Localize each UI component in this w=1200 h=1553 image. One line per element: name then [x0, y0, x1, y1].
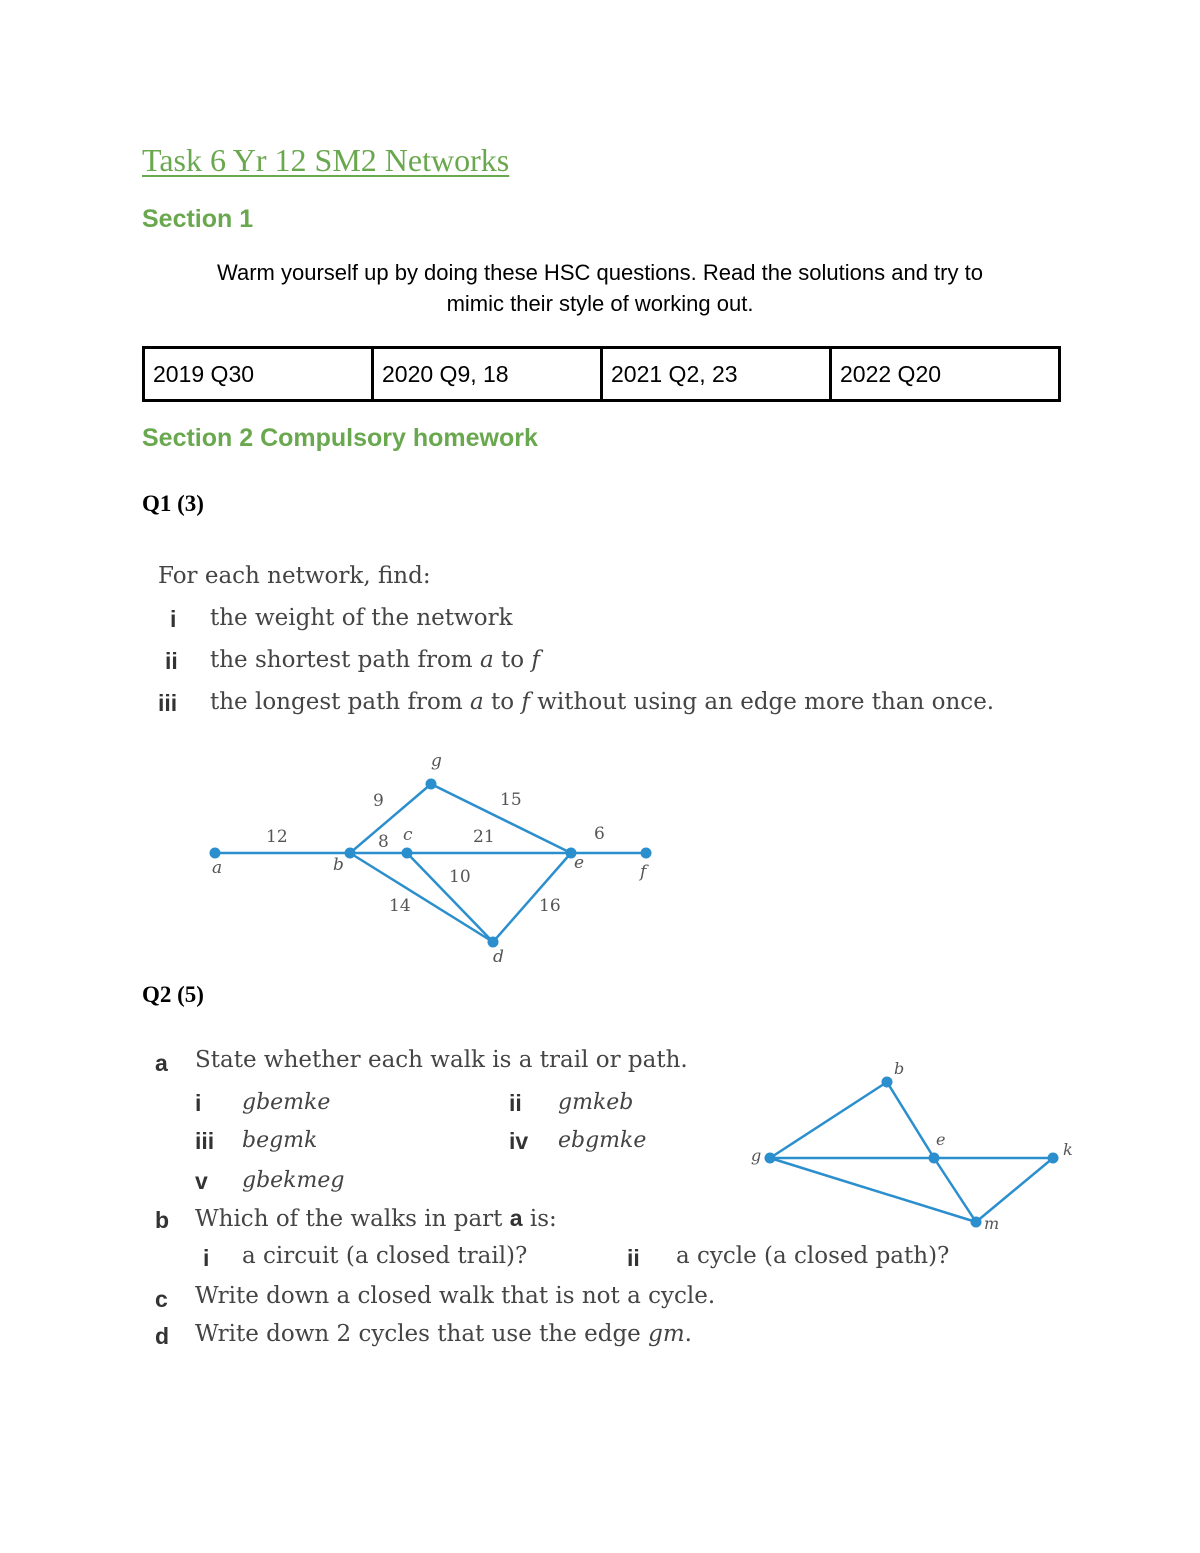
edge-bg [350, 784, 431, 853]
weight-bg: 9 [373, 791, 384, 811]
edge-be [887, 1082, 934, 1158]
q2-vertex-label-m: m [984, 1214, 1000, 1233]
table-cell-2022: 2022 Q20 [831, 348, 1060, 401]
walk-v-label: v [195, 1168, 208, 1194]
vertex-label-e: e [574, 853, 585, 873]
q2-part-b-i-label: i [203, 1245, 210, 1271]
weight-bc: 8 [378, 832, 389, 852]
weight-ge: 15 [500, 790, 522, 810]
q2-vertex-label-k: k [1063, 1140, 1073, 1159]
q2-part-b-label: b [155, 1207, 170, 1233]
q2-heading: Q2 (5) [142, 982, 204, 1007]
edge-gm [770, 1158, 976, 1222]
vertex-label-g: g [431, 751, 442, 771]
edge-mk [976, 1158, 1053, 1222]
vertex-label-d: d [493, 947, 504, 967]
edge-em [934, 1158, 976, 1222]
vertex-d [488, 937, 499, 948]
vertex-b [345, 848, 356, 859]
walk-i-label: i [195, 1090, 202, 1116]
vertex-g [426, 779, 437, 790]
vertex-label-a: a [212, 858, 223, 878]
q1-item-i-label: i [170, 606, 177, 632]
vertex-label-f: f [640, 862, 647, 882]
walk-iv: ebgmke [558, 1128, 647, 1153]
weight-de: 16 [539, 896, 561, 916]
walk-iv-label: iv [509, 1128, 529, 1154]
weight-ab: 12 [266, 827, 288, 847]
q2-vertex-label-g: g [751, 1146, 762, 1165]
table-cell-2020: 2020 Q9, 18 [373, 348, 602, 401]
vertex-label-b: b [333, 855, 344, 875]
q1-item-iii-text: the longest path from a to f without using an edge more than once. [210, 689, 995, 715]
q2-part-b-ii-text: a cycle (a closed path)? [676, 1243, 950, 1269]
table-cell-2019: 2019 Q30 [144, 348, 373, 401]
walk-v: gbekmeg [242, 1168, 345, 1193]
q2-part-d-text: Write down 2 cycles that use the edge gm. [195, 1321, 692, 1347]
section-2-heading: Section 2 Compulsory homework [142, 424, 538, 452]
q1-item-ii-text: the shortest path from a to f [210, 647, 540, 673]
q2-vertex-label-b: b [894, 1059, 905, 1078]
q1-item-ii-label: ii [165, 648, 178, 674]
weight-ce: 21 [473, 827, 495, 847]
vertex-a [210, 848, 221, 859]
q2-part-a-label: a [155, 1050, 168, 1076]
section-1-heading: Section 1 [142, 205, 254, 233]
walk-i: gbemke [242, 1090, 331, 1115]
table-cell-2021: 2021 Q2, 23 [602, 348, 831, 401]
weight-ef: 6 [594, 824, 605, 844]
q2-part-b-ii-label: ii [627, 1245, 640, 1271]
q2-vertex-label-e: e [936, 1130, 946, 1149]
q1-prompt: For each network, find: [158, 563, 431, 589]
q2-part-c-label: c [155, 1286, 168, 1312]
walk-iii-label: iii [195, 1128, 215, 1154]
q2-part-d-label: d [155, 1323, 170, 1349]
walk-iii: begmk [242, 1128, 318, 1153]
intro-line-1: Warm yourself up by doing these HSC questions. Read the solutions and try to [217, 260, 983, 285]
vertex-k [1048, 1153, 1059, 1164]
q1-heading: Q1 (3) [142, 491, 204, 516]
walk-ii: gmkeb [558, 1090, 634, 1115]
walk-ii-label: ii [509, 1090, 522, 1116]
document-title: Task 6 Yr 12 SM2 Networks [142, 142, 510, 178]
q2-part-b-i-text: a circuit (a closed trail)? [242, 1243, 528, 1269]
vertex-e [929, 1153, 940, 1164]
vertex-f [641, 848, 652, 859]
vertex-label-c: c [403, 825, 413, 845]
intro-line-2: mimic their style of working out. [446, 291, 754, 316]
q1-item-iii-label: iii [158, 690, 178, 716]
q1-item-i-text: the weight of the network [210, 605, 513, 631]
vertex-b [882, 1077, 893, 1088]
weight-bd: 14 [389, 896, 411, 916]
edge-gb [770, 1082, 887, 1158]
vertex-g [765, 1153, 776, 1164]
vertex-m [971, 1217, 982, 1228]
vertex-c [402, 848, 413, 859]
q2-part-b-text: Which of the walks in part a is: [195, 1205, 557, 1232]
q2-part-c-text: Write down a closed walk that is not a cycle. [195, 1283, 716, 1309]
q2-part-a-text: State whether each walk is a trail or path. [195, 1047, 688, 1073]
weight-cd: 10 [449, 867, 471, 887]
